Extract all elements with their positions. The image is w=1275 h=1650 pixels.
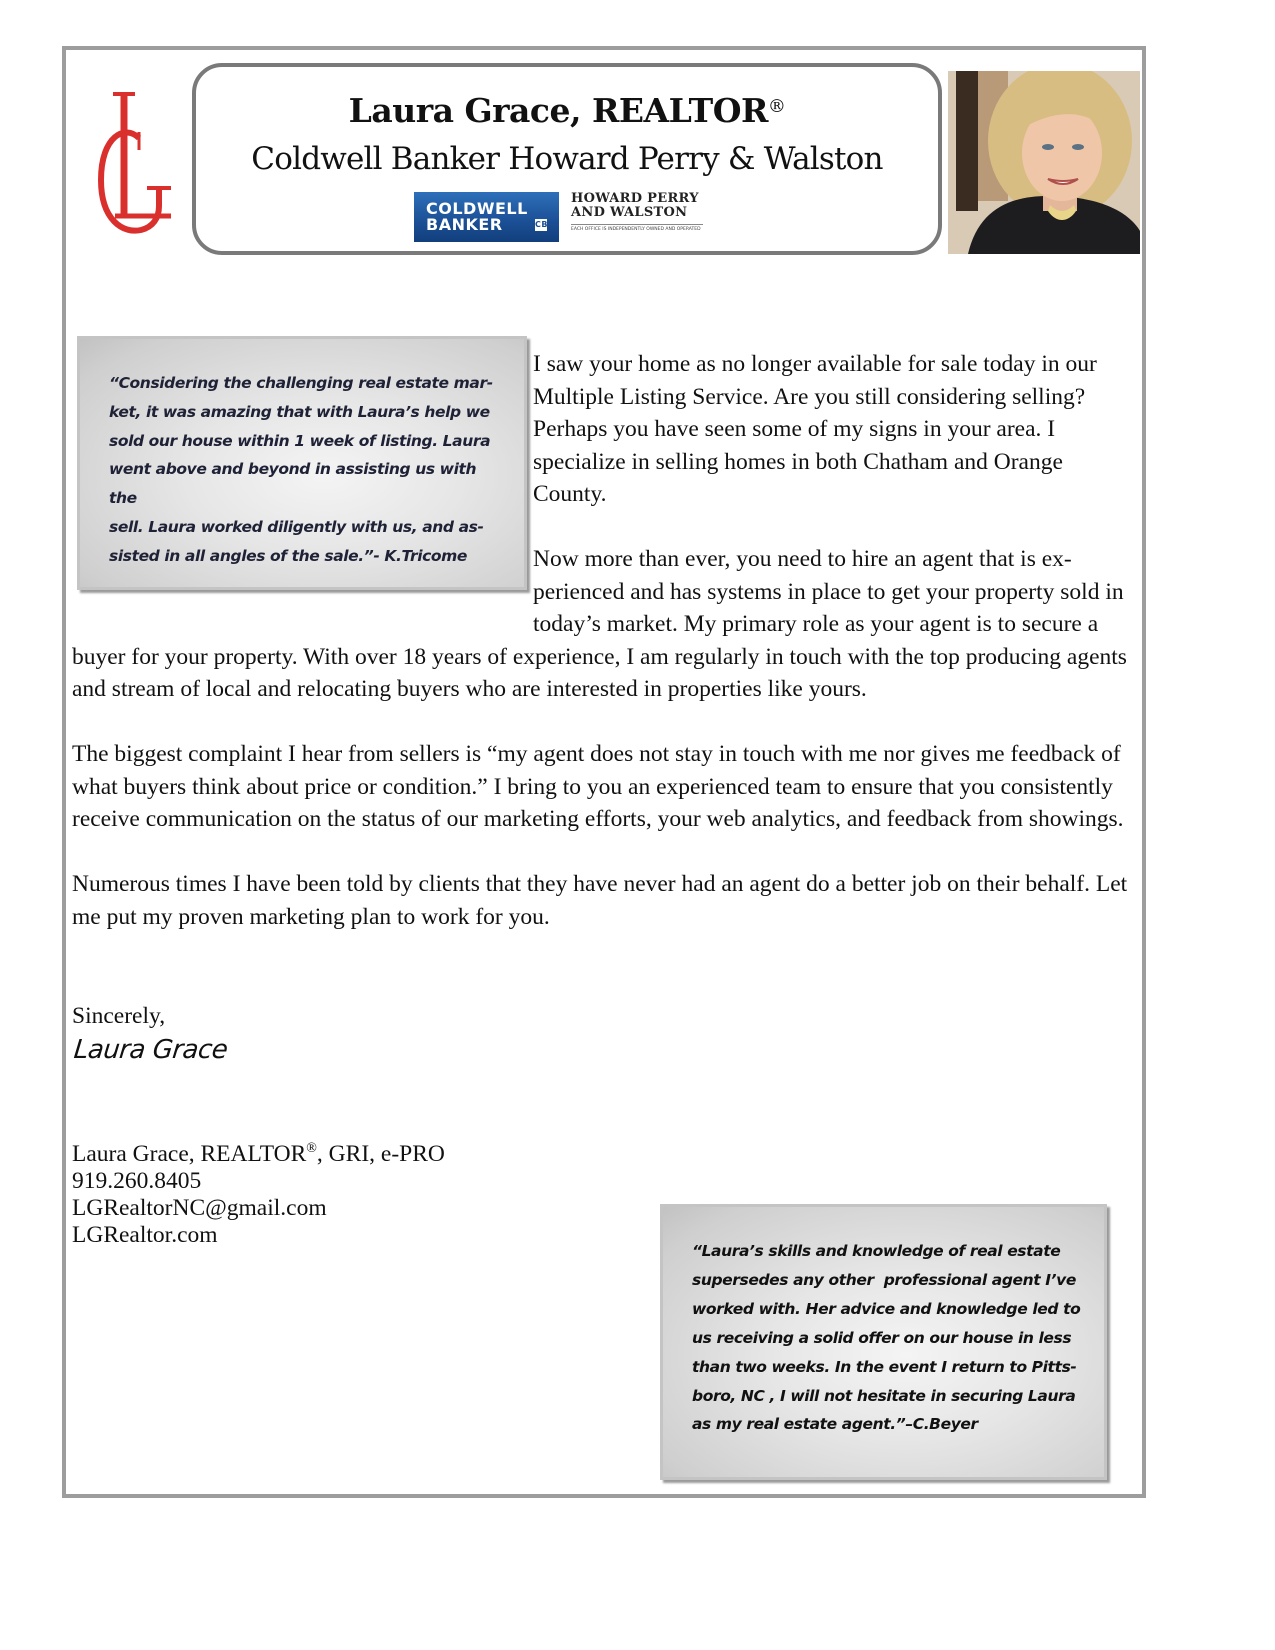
contact-name-credentials: Laura Grace, REALTOR®, GRI, e-PRO	[72, 1141, 445, 1167]
letter-body	[72, 348, 1142, 966]
testimonial-line: sisted in all angles of the sale.”- K.Tricome	[109, 546, 468, 565]
partner-name-line-2: AND WALSTON	[571, 205, 688, 220]
ownership-note: EACH OFFICE IS INDEPENDENTLY OWNED AND OPERATED	[571, 227, 701, 232]
testimonial-box-beyer	[660, 1204, 1107, 1480]
registered-mark: ®	[306, 1141, 317, 1156]
testimonial-line: supersedes any other professional agent I’ve	[692, 1270, 1076, 1289]
testimonial-line: us receiving a solid offer on our house in less	[692, 1328, 1072, 1347]
agent-name-heading: Laura Grace, REALTOR®	[348, 91, 786, 130]
testimonial-line: “Laura’s skills and knowledge of real estate	[692, 1242, 1061, 1260]
partner-name-line-1: HOWARD PERRY	[571, 191, 699, 206]
contact-website[interactable]: LGRealtor.com	[72, 1222, 218, 1248]
signature: Laura Grace	[72, 1035, 229, 1065]
brokerage-name: Coldwell Banker Howard Perry & Walston	[251, 141, 883, 177]
logo-text-line-1: COLDWELL	[426, 199, 528, 218]
contact-phone: 919.260.8405	[72, 1168, 202, 1194]
cb-mark-icon: CB	[535, 220, 548, 229]
testimonial-line: ket, it was amazing that with Laura’s help we	[109, 402, 490, 421]
letter-paragraph: I saw your home as no longer available for sale today in our Multiple Listing Service. Are you still considering selling? Perhaps you have seen some of my signs in your area. I specialize in selling homes in both Chatham and Orange County.	[533, 351, 1097, 507]
testimonial-float-space	[72, 348, 533, 610]
testimonial-line: worked with. Her advice and knowledge led to	[692, 1299, 1081, 1318]
testimonial-line: sold our house within 1 week of listing. Laura	[109, 431, 491, 450]
testimonial-line: went above and beyond in assisting us with the	[109, 460, 477, 508]
contact-email[interactable]: LGRealtorNC@gmail.com	[72, 1195, 327, 1221]
contact-block	[72, 1141, 445, 1249]
letter-paragraph: Numerous times I have been told by clients that they have never had an agent do a better job on their behalf. Let me put my proven marketing plan to work for you.	[72, 871, 1128, 930]
portrait-illustration	[948, 71, 1140, 254]
agent-photo	[948, 71, 1140, 254]
logo-text-line-2: BANKER	[426, 215, 503, 234]
letter-paragraph: Now more than ever, you need to hire an agent that is ex-perienced and has systems in place to get your property sold in today’s market. My primary role as your agent is to secure a buyer for your property. With over 18 years of experience, I am regularly in touch with the top producing agents and stream of local and relocating buyers who are interested in properties like yours.	[72, 546, 1127, 702]
lg-monogram-logo	[95, 88, 177, 238]
testimonial-line: than two weeks. In the event I return to Pitts-	[692, 1357, 1077, 1376]
registered-mark: ®	[767, 96, 786, 117]
coldwell-banker-logo	[414, 192, 559, 242]
testimonial-line: “Considering the challenging real estate mar-	[109, 374, 493, 392]
testimonial-line: sell. Laura worked diligently with us, and as-	[109, 517, 484, 536]
testimonial-line: as my real estate agent.”–C.Beyer	[692, 1415, 978, 1434]
testimonial-line: boro, NC , I will not hesitate in securing Laura	[692, 1386, 1076, 1405]
closing-salutation: Sincerely,	[72, 1003, 166, 1029]
howard-perry-walston-logo	[571, 192, 703, 232]
divider	[571, 224, 703, 225]
header-card	[192, 63, 942, 255]
letter-paragraph: The biggest complaint I hear from sellers is “my agent does not stay in touch with me nor gives me feedback of what buyers think about price or condition.” I bring to you an experienced team to ensure that you consistently receive communication on the status of our marketing efforts, your web analytics, and feedback from showings.	[72, 741, 1124, 832]
brokerage-logo	[414, 192, 703, 242]
